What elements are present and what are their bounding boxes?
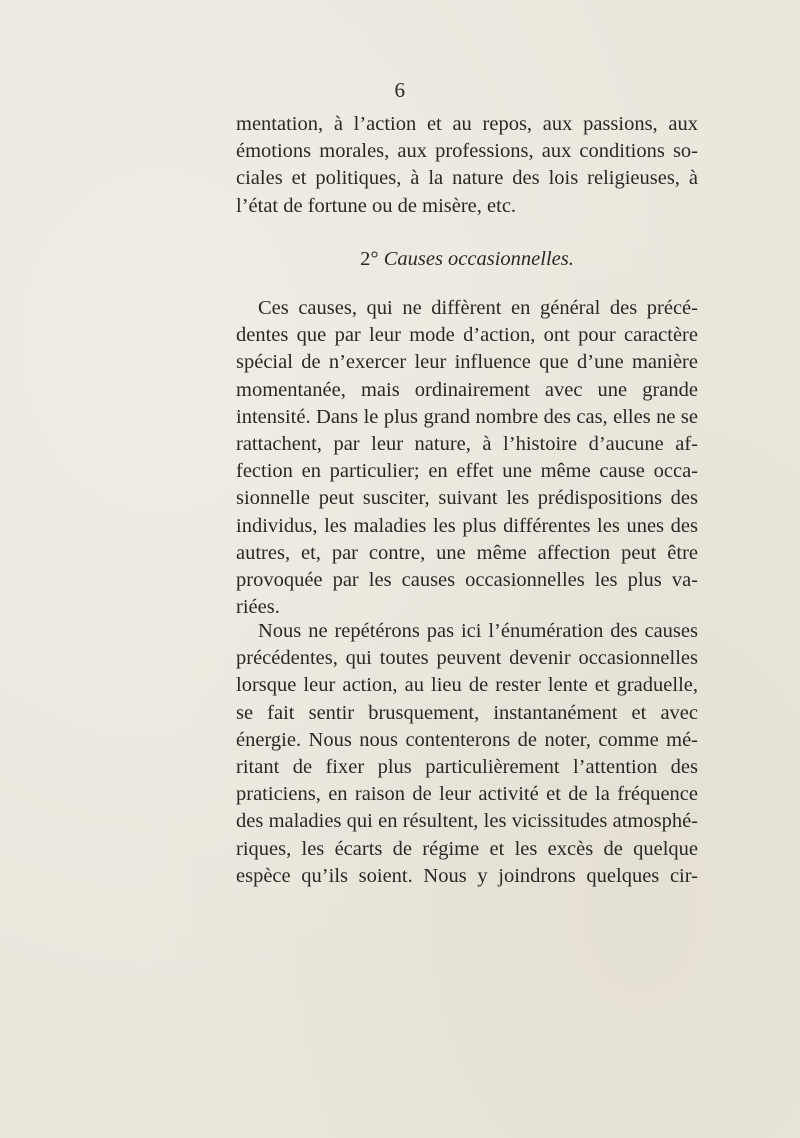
text-line: Nous ne repétérons pas ici l’énumération des causes	[258, 620, 698, 642]
text-line: se fait sentir brusquement, instantanément et avec	[236, 701, 698, 724]
text-line: Ces causes, qui ne diffèrent en général des précé-	[258, 297, 698, 319]
text-line: l’état de fortune ou de misère, etc.	[236, 194, 517, 217]
text-line: spécial de n’exercer leur influence que d’une manière	[236, 351, 698, 374]
text-line: précédentes, qui toutes peuvent devenir occasionnelles	[236, 647, 698, 670]
section-heading	[236, 246, 698, 273]
text-line: espèce qu’ils soient. Nous y joindrons quelques cir-	[236, 864, 698, 887]
text-line: intensité. Dans le plus grand nombre des cas, elles ne se	[236, 405, 698, 428]
text-line: riées.	[236, 596, 280, 619]
page-number: 6	[394, 78, 406, 102]
text-line: provoquée par les causes occasionnelles les plus va-	[236, 568, 698, 591]
text-line: des maladies qui en résultent, les vicissitudes atmosphé-	[236, 810, 698, 833]
text-line: riques, les écarts de régime et les excès de quelque	[236, 837, 698, 860]
text-line: autres, et, par contre, une même affection peut être	[236, 541, 698, 564]
text-line: ciales et politiques, à la nature des lois religieuses, à	[236, 167, 698, 190]
text-line: individus, les maladies les plus différentes les unes des	[236, 514, 698, 537]
text-line: mentation, à l’action et au repos, aux passions, aux	[236, 113, 698, 135]
text-line: praticiens, en raison de leur activité et de la fréquence	[236, 783, 698, 806]
text-line: émotions morales, aux professions, aux conditions so-	[236, 140, 698, 163]
section-number: 2°	[360, 248, 379, 270]
section-title: Causes occasionnelles.	[383, 248, 574, 270]
text-line: dentes que par leur mode d’action, ont pour caractère	[236, 324, 698, 347]
text-line: rattachent, par leur nature, à l’histoire d’aucune af-	[236, 432, 698, 455]
paragraph-enumeration	[236, 618, 698, 890]
text-line: fection en particulier; en effet une même cause occa-	[236, 460, 698, 483]
text-line: sionnelle peut susciter, suivant les prédispositions des	[236, 487, 698, 510]
text-line: momentanée, mais ordinairement avec une grande	[236, 378, 698, 401]
paragraph-causes	[236, 295, 698, 621]
paragraph-continuation	[236, 111, 698, 220]
text-line: énergie. Nous nous contenterons de noter, comme mé-	[236, 728, 698, 751]
text-line: ritant de fixer plus particulièrement l’attention des	[236, 755, 698, 778]
text-line: lorsque leur action, au lieu de rester lente et graduelle,	[236, 674, 698, 697]
